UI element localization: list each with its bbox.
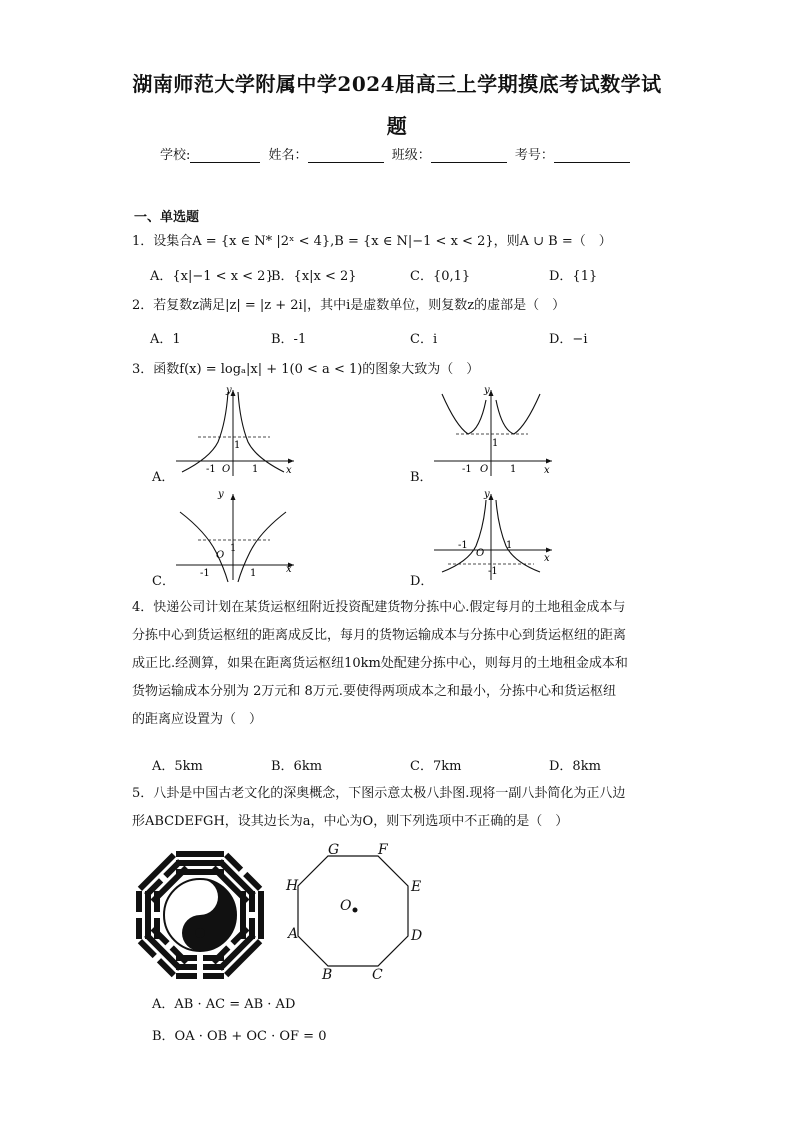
section-heading: 一、单选题 (134, 210, 200, 225)
q3-option-c: C． (152, 574, 175, 589)
q5-option-a: A．AB · AC = AB · AD (152, 997, 296, 1012)
vertex-e: E (411, 879, 422, 895)
q4-line: 4．快递公司计划在某货运枢纽附近投资配建货物分拣中心.假定每月的土地租金成本与 (132, 600, 626, 615)
origin-label: O (480, 464, 489, 475)
one-x-label: 1 (506, 540, 513, 551)
q2-option-b: B．-1 (271, 332, 307, 347)
q5-line: 5．八卦是中国古老文化的深奥概念，下图示意太极八卦图.现将一副八卦简化为正八边 (132, 786, 626, 801)
vertex-b: B (322, 967, 333, 983)
q2-option-d: D．−i (549, 332, 588, 347)
x-axis-arrow (546, 459, 552, 464)
q3-graph-d (428, 488, 558, 584)
q5-option-b: B．OA · OB + OC · OF = 0 (152, 1029, 327, 1044)
curve-right (238, 392, 284, 472)
center-point (353, 908, 358, 913)
x-axis-arrow (546, 548, 552, 553)
curve-right (496, 394, 540, 434)
x-label: x (286, 465, 292, 476)
y-label: y (484, 489, 490, 500)
q3-graph-b (428, 384, 558, 480)
y-label: y (218, 489, 224, 500)
q1-option-a: A．{x|−1 < x < 2} (150, 269, 274, 284)
student-info-line (160, 144, 634, 163)
y-label: y (226, 385, 232, 396)
name-blank (308, 147, 384, 163)
class-blank (431, 147, 507, 163)
curve-left (442, 394, 486, 434)
neg-one-y-label: -1 (488, 566, 498, 577)
q4-option-a: A．5km (152, 759, 203, 774)
x-label: x (286, 564, 292, 575)
neg-one-label: -1 (462, 464, 472, 475)
one-y-label: 1 (230, 543, 237, 554)
q4-option-b: B．6km (271, 759, 323, 774)
yin-yang-symbol (164, 879, 236, 951)
q1-option-c: C．{0,1} (410, 269, 471, 284)
name-label: 姓名： (268, 148, 308, 163)
center-label: O (340, 898, 352, 914)
one-x-label: 1 (252, 464, 259, 475)
question-3-stem: 3．函数f(x) = logₐ|x| + 1(0 < a < 1)的图象大致为（ ） (132, 362, 480, 377)
q5-line: 形ABCDEFGH，设其边长为a，中心为O，则下列选项中不正确的是（ ） (132, 814, 569, 829)
origin-label: O (216, 550, 225, 561)
y-label: y (484, 385, 490, 396)
q2-option-c: C．i (410, 332, 438, 347)
vertex-g: G (328, 842, 340, 858)
question-5-text (132, 780, 664, 836)
x-axis-arrow (288, 459, 294, 464)
class-label: 班级： (391, 148, 431, 163)
q2-option-a: A．1 (150, 332, 181, 347)
page-title-line2: 题 (386, 114, 408, 138)
q3-option-b: B． (410, 470, 433, 485)
q4-line: 分拣中心到货运枢纽的距离成反比，每月的货物运输成本与分拣中心到货运枢纽的距离 (132, 628, 627, 643)
q4-line: 的距离应设置为（ ） (132, 712, 263, 727)
curve-right (238, 512, 286, 582)
y-axis-arrow (231, 494, 236, 500)
school-label: 学校: (160, 148, 191, 163)
number-label: 考号： (514, 148, 554, 163)
octagon-figure (280, 838, 430, 988)
x-label: x (544, 465, 550, 476)
vertex-h: H (286, 878, 299, 894)
x-label: x (544, 553, 550, 564)
school-blank (190, 147, 260, 163)
q3-graph-c (170, 488, 300, 584)
page-title-line1: 湖南师范大学附属中学2024届高三上学期摸底考试数学试 (132, 72, 662, 96)
curve-left (182, 392, 228, 472)
one-x-label: 1 (510, 464, 517, 475)
q3-option-d: D． (410, 574, 434, 589)
neg-one-label: -1 (206, 464, 216, 475)
question-1-stem: 1．设集合A = {x ∈ N* |2ˣ < 4},B = {x ∈ N|−1 < x < 2}，则A ∪ B =（ ） (132, 234, 612, 249)
one-y-label: 1 (234, 440, 241, 451)
one-y-label: 1 (492, 438, 499, 449)
question-4-text (132, 594, 664, 734)
vertex-c: C (372, 967, 383, 983)
question-2-stem: 2．若复数z满足|z| = |z + 2i|，其中i是虚数单位，则复数z的虚部是（ ） (132, 298, 566, 313)
bagua-taiji-image (130, 845, 270, 985)
number-blank (554, 147, 630, 163)
origin-label: O (222, 464, 231, 475)
q4-line: 货物运输成本分别为 2万元和 8万元.要使得两项成本之和最小，分拣中心和货运枢纽 (132, 684, 616, 699)
neg-one-label: -1 (458, 540, 468, 551)
one-x-label: 1 (250, 568, 257, 579)
q4-option-d: D．8km (549, 759, 601, 774)
vertex-f: F (378, 842, 388, 858)
q3-option-a: A． (152, 470, 175, 485)
curve-right (496, 500, 540, 572)
neg-one-label: -1 (200, 568, 210, 579)
vertex-a: A (288, 926, 299, 942)
q4-option-c: C．7km (410, 759, 462, 774)
q1-option-b: B．{x|x < 2} (271, 269, 357, 284)
q1-option-d: D．{1} (549, 269, 598, 284)
origin-label: O (476, 548, 485, 559)
q3-graph-a (170, 384, 300, 480)
curve-left (442, 500, 486, 572)
q4-line: 成正比.经测算，如果在距离货运枢纽10km处配建分拣中心，则每月的土地租金成本和 (132, 656, 628, 671)
vertex-d: D (411, 928, 423, 944)
